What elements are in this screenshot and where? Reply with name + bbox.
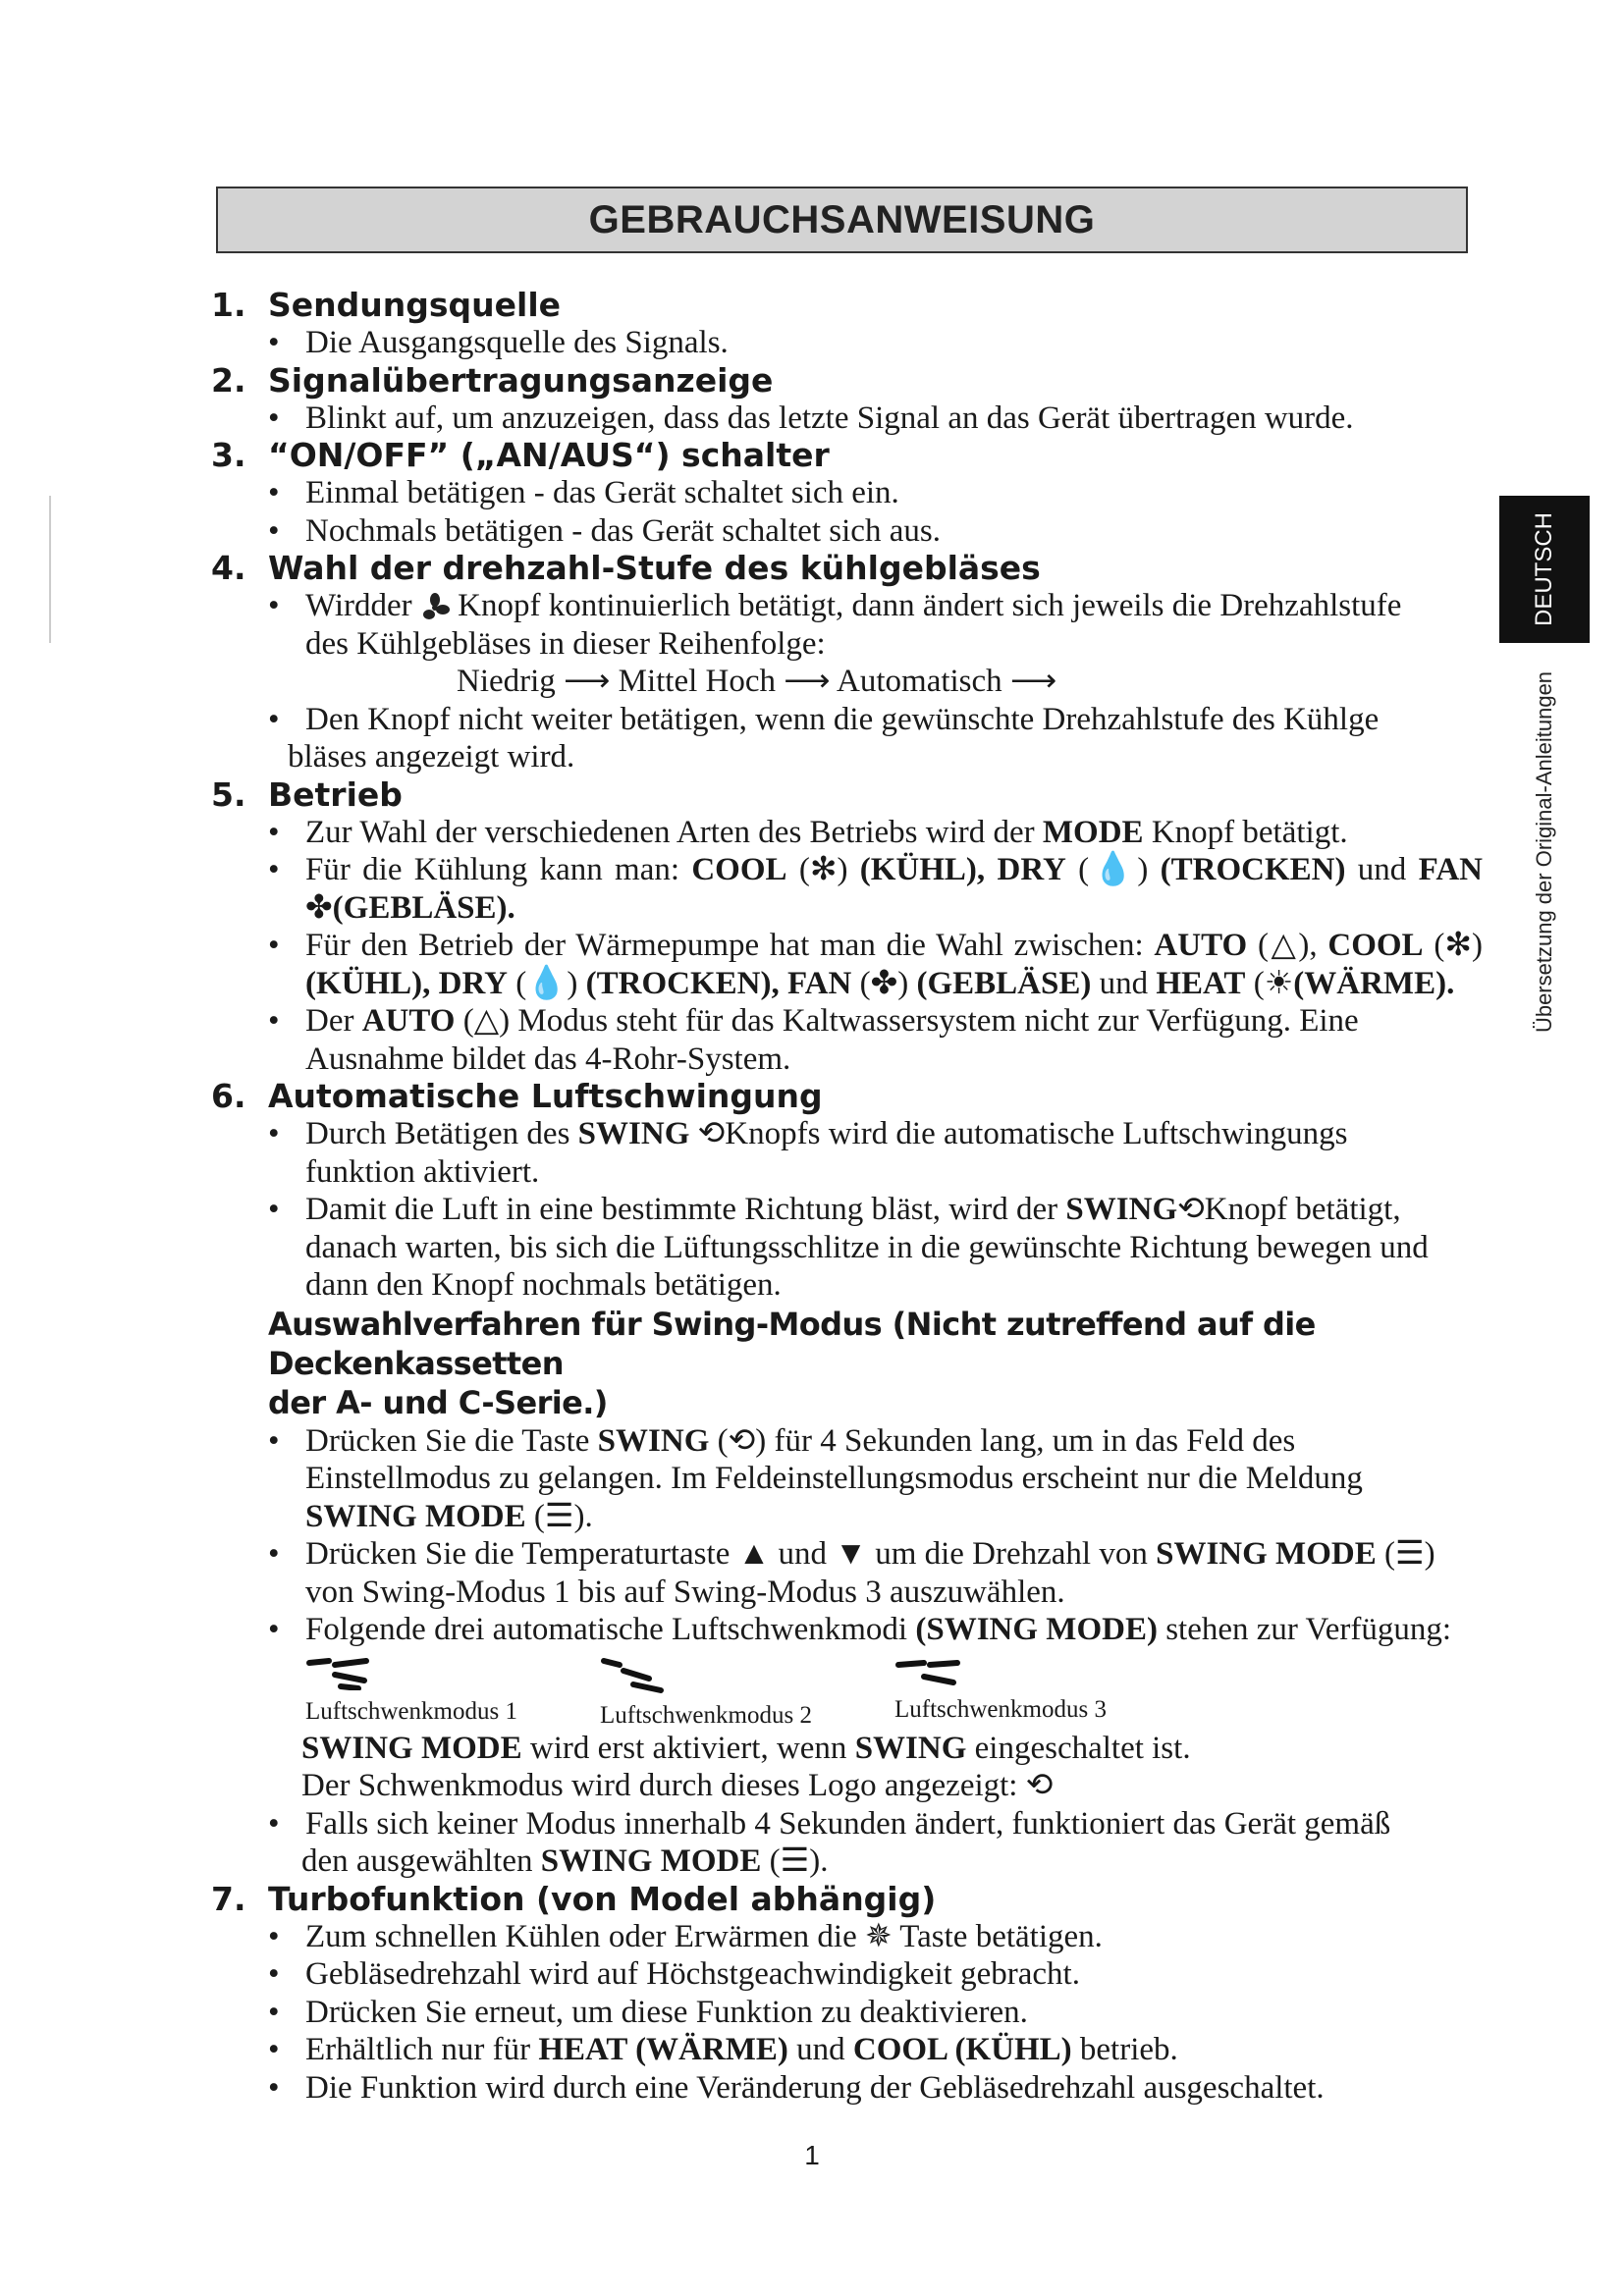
bullet-item: • Nochmals betätigen - das Gerät schaltet sich aus. <box>211 512 1483 551</box>
bullet-item: • Für die Kühlung kann man: COOL (✻) (KÜHL), DRY (💧) (TROCKEN) und FAN ✤(GEBLÄSE). <box>268 852 1483 926</box>
bullet-text: Nochmals betätigen - das Gerät schaltet sich aus. <box>305 512 941 549</box>
section-heading <box>211 287 1483 324</box>
bullet-text: Falls sich keiner Modus innerhalb 4 Sekunden ändert, funktioniert das Gerät gemäß <box>305 1805 1391 1842</box>
bullet-text: Gebläsedrehzahl wird auf Höchstgeachwindigkeit gebracht. <box>305 1956 1080 1992</box>
bullet-text: Einmal betätigen - das Gerät schaltet sich ein. <box>305 475 899 510</box>
bullet-continuation: bläses angezeigt wird. <box>288 739 575 774</box>
up-arrow-icon: ▲ <box>737 1536 771 1572</box>
snowflake-icon: ✻ <box>1444 928 1472 963</box>
bullet-continuation: von Swing-Modus 1 bis auf Swing-Modus 3 auszuwählen. <box>305 1574 1065 1610</box>
section-heading <box>211 1078 1483 1115</box>
margin-line <box>49 496 51 643</box>
speed-high: Hoch <box>705 664 777 699</box>
bullet-item: • Den Knopf nicht weiter betätigen, wenn die gewünschte Drehzahlstufe des Kühlge <box>211 701 1483 739</box>
bullet-item: • Der AUTO (△) Modus steht für das Kaltwassersystem nicht zur Verfügung. Eine <box>268 1003 1359 1039</box>
swing-icon: ⟲ <box>728 1422 756 1459</box>
bullet-continuation: dann den Knopf nochmals betätigen. <box>305 1267 782 1303</box>
bullet-text: Die Ausgangsquelle des Signals. <box>305 325 729 360</box>
bullet-item: • Die Ausgangsquelle des Signals. <box>211 324 1483 362</box>
swing-mode-3-icon <box>894 1655 963 1688</box>
section-heading <box>211 1881 1483 1918</box>
auto-triangle-icon: △ <box>1268 928 1299 963</box>
arrow-icon: ⟶ <box>1009 664 1057 699</box>
swing-mode-icon: ☰ <box>1394 1536 1425 1572</box>
section-number: 4. <box>211 549 246 587</box>
drop-icon: 💧 <box>526 965 568 1001</box>
bullet-item: • Zum schnellen Kühlen oder Erwärmen die ✵ Taste betätigen. <box>268 1918 1103 1954</box>
bullet-continuation: danach warten, bis sich die Lüftungsschlitze in die gewünschte Richtung bewegen und <box>305 1229 1429 1265</box>
arrow-icon: ⟶ <box>564 664 611 699</box>
swing-mode-3 <box>894 1655 1107 1730</box>
section-heading <box>211 550 1483 587</box>
side-note-text: Übersetzung der Original-Anleitungen <box>1532 670 1557 1033</box>
swing-icon: ⟲ <box>1025 1768 1054 1803</box>
swing-mode-2-icon <box>600 1655 669 1694</box>
bullet-continuation: Ausnahme bildet das 4-Rohr-System. <box>305 1041 791 1077</box>
bullet-continuation: des Kühlgebläses in dieser Reihenfolge: <box>305 625 826 662</box>
language-tab <box>1499 496 1590 643</box>
section-number: 1. <box>211 286 246 324</box>
swing-mode-2 <box>600 1655 836 1730</box>
bullet-item: • Drücken Sie die Temperaturtaste ▲ und ▼ um die Drehzahl von SWING MODE (☰) <box>268 1536 1435 1572</box>
bullet-text: Drücken Sie erneut, um diese Funktion zu deaktivieren. <box>305 1994 1028 2030</box>
turbo-icon: ✵ <box>864 1918 893 1954</box>
bullet-item: • Damit die Luft in eine bestimmte Richtung bläst, wird der SWING⟲Knopf betätigt, <box>268 1192 1401 1227</box>
swing-mode-icon: ☰ <box>780 1843 810 1879</box>
swing-icon: ⟲ <box>697 1116 726 1151</box>
fan-icon: ✤ <box>305 889 333 926</box>
section-heading <box>211 776 1483 814</box>
speed-low: Niedrig <box>457 664 556 699</box>
bullet-item: • Einmal betätigen - das Gerät schaltet sich ein. <box>211 474 1483 512</box>
swing-logo-note: Der Schwenkmodus wird durch dieses Logo angezeigt: ⟲ <box>301 1768 1054 1803</box>
bullet-item: • Gebläsedrehzahl wird auf Höchstgeachwindigkeit gebracht. <box>211 1955 1483 1994</box>
swing-mode-label: Luftschwenkmodus 3 <box>894 1695 1107 1723</box>
section-number: 5. <box>211 774 246 814</box>
page-number: 1 <box>804 2140 820 2170</box>
sub-heading: Auswahlverfahren für Swing-Modus (Nicht zutreffend auf die Deckenkassetten <box>268 1305 1316 1382</box>
swing-mode-1-icon <box>305 1655 374 1690</box>
swing-mode-label: Luftschwenkmodus 1 <box>305 1697 517 1725</box>
snowflake-icon: ✻ <box>809 852 838 887</box>
section-number: 3. <box>211 436 246 474</box>
fan-icon: ✤ <box>870 965 898 1001</box>
auto-triangle-icon: △ <box>473 1003 500 1039</box>
fan-icon <box>420 593 450 622</box>
bullet-continuation: den ausgewählten SWING MODE (☰). <box>301 1843 829 1879</box>
swing-icon: ⟲ <box>1177 1192 1205 1227</box>
bullet-text: Die Funktion wird durch eine Veränderung der Gebläsedrehzahl ausgeschaltet. <box>305 2069 1325 2106</box>
bullet-text: Blinkt auf, um anzuzeigen, dass das letzte Signal an das Gerät übertragen wurde. <box>305 400 1354 436</box>
bullet-continuation: funktion aktiviert. <box>305 1153 540 1190</box>
bullet-item: • Durch Betätigen des SWING ⟲Knopfs wird die automatische Luftschwingungs <box>268 1116 1348 1151</box>
section-number: 2. <box>211 360 246 400</box>
bullet-item: • Wirdder Knopf kontinuierlich betätigt, dann ändert sich jeweils die Drehzahlstufe <box>268 588 1402 623</box>
side-note <box>1510 658 1579 1045</box>
sub-heading: der A- und C-Serie.) <box>268 1383 608 1421</box>
speed-auto: Automatisch <box>837 664 1002 699</box>
section-title: Automatische Luftschwingung <box>268 1077 823 1115</box>
bullet-item: • Drücken Sie die Taste SWING (⟲) für 4 Sekunden lang, um in das Feld des <box>268 1422 1296 1459</box>
section-title: Signalübertragungsanzeige <box>268 360 774 400</box>
section-number: 6. <box>211 1077 246 1115</box>
swing-mode-1 <box>305 1655 541 1730</box>
bullet-item: • Drücken Sie erneut, um diese Funktion zu deaktivieren. <box>211 1994 1483 2032</box>
section-title: Betrieb <box>268 774 403 814</box>
arrow-icon: ⟶ <box>784 664 831 699</box>
section-heading <box>211 362 1483 400</box>
bullet-item: • Blinkt auf, um anzuzeigen, dass das letzte Signal an das Gerät übertragen wurde. <box>211 400 1483 438</box>
section-title: “ON/OFF” („AN/AUS“) schalter <box>268 436 830 474</box>
down-arrow-icon: ▼ <box>835 1536 867 1572</box>
bullet-continuation: SWING MODE (☰). <box>305 1498 593 1534</box>
drop-icon: 💧 <box>1089 852 1138 887</box>
section-heading <box>211 437 1483 474</box>
fan-speed-sequence <box>211 663 1483 701</box>
bullet-item: • Falls sich keiner Modus innerhalb 4 Sekunden ändert, funktioniert das Gerät gemäß <box>211 1805 1483 1843</box>
swing-mode-icon: ☰ <box>544 1498 574 1534</box>
title-box <box>216 187 1468 253</box>
bullet-text: Den Knopf nicht weiter betätigen, wenn die gewünschte Drehzahlstufe des Kühlge <box>305 701 1380 737</box>
bullet-item: • Folgende drei automatische Luftschwenkmodi (SWING MODE) stehen zur Verfügung: <box>268 1612 1452 1647</box>
sun-icon: ☀ <box>1264 965 1294 1001</box>
swing-mode-label: Luftschwenkmodus 2 <box>600 1701 812 1729</box>
language-tab-label: DEUTSCH <box>1531 511 1558 627</box>
swing-modes <box>211 1655 1483 1730</box>
swing-note: SWING MODE wird erst aktiviert, wenn SWING eingeschaltet ist. <box>301 1730 1191 1766</box>
section-title: Wahl der drehzahl-Stufe des kühlgebläses <box>268 549 1041 587</box>
section-title: Turbofunktion (von Model abhängig) <box>268 1879 937 1918</box>
instructions <box>211 287 1483 2107</box>
bullet-item: • Erhältlich nur für HEAT (WÄRME) und COOL (KÜHL) betrieb. <box>268 2032 1178 2067</box>
speed-medium: Mittel <box>618 664 698 699</box>
bullet-continuation: Einstellmodus zu gelangen. Im Feldeinstellungsmodus erscheint nur die Meldung <box>305 1461 1363 1496</box>
page-title: GEBRAUCHSANWEISUNG <box>588 197 1096 241</box>
bullet-item: • Für den Betrieb der Wärmepumpe hat man die Wahl zwischen: AUTO (△), COOL (✻) (KÜHL), DRY (💧) (TROCKEN), FAN (✤) (GEBLÄSE) und HEAT (☀(WÄRME). <box>268 928 1483 1001</box>
bullet-item: • Zur Wahl der verschiedenen Arten des Betriebs wird der MODE Knopf betätigt. <box>268 814 1348 850</box>
section-number: 7. <box>211 1879 246 1918</box>
section-title: Sendungsquelle <box>268 286 562 324</box>
bullet-item: • Die Funktion wird durch eine Veränderung der Gebläsedrehzahl ausgeschaltet. <box>211 2069 1483 2108</box>
